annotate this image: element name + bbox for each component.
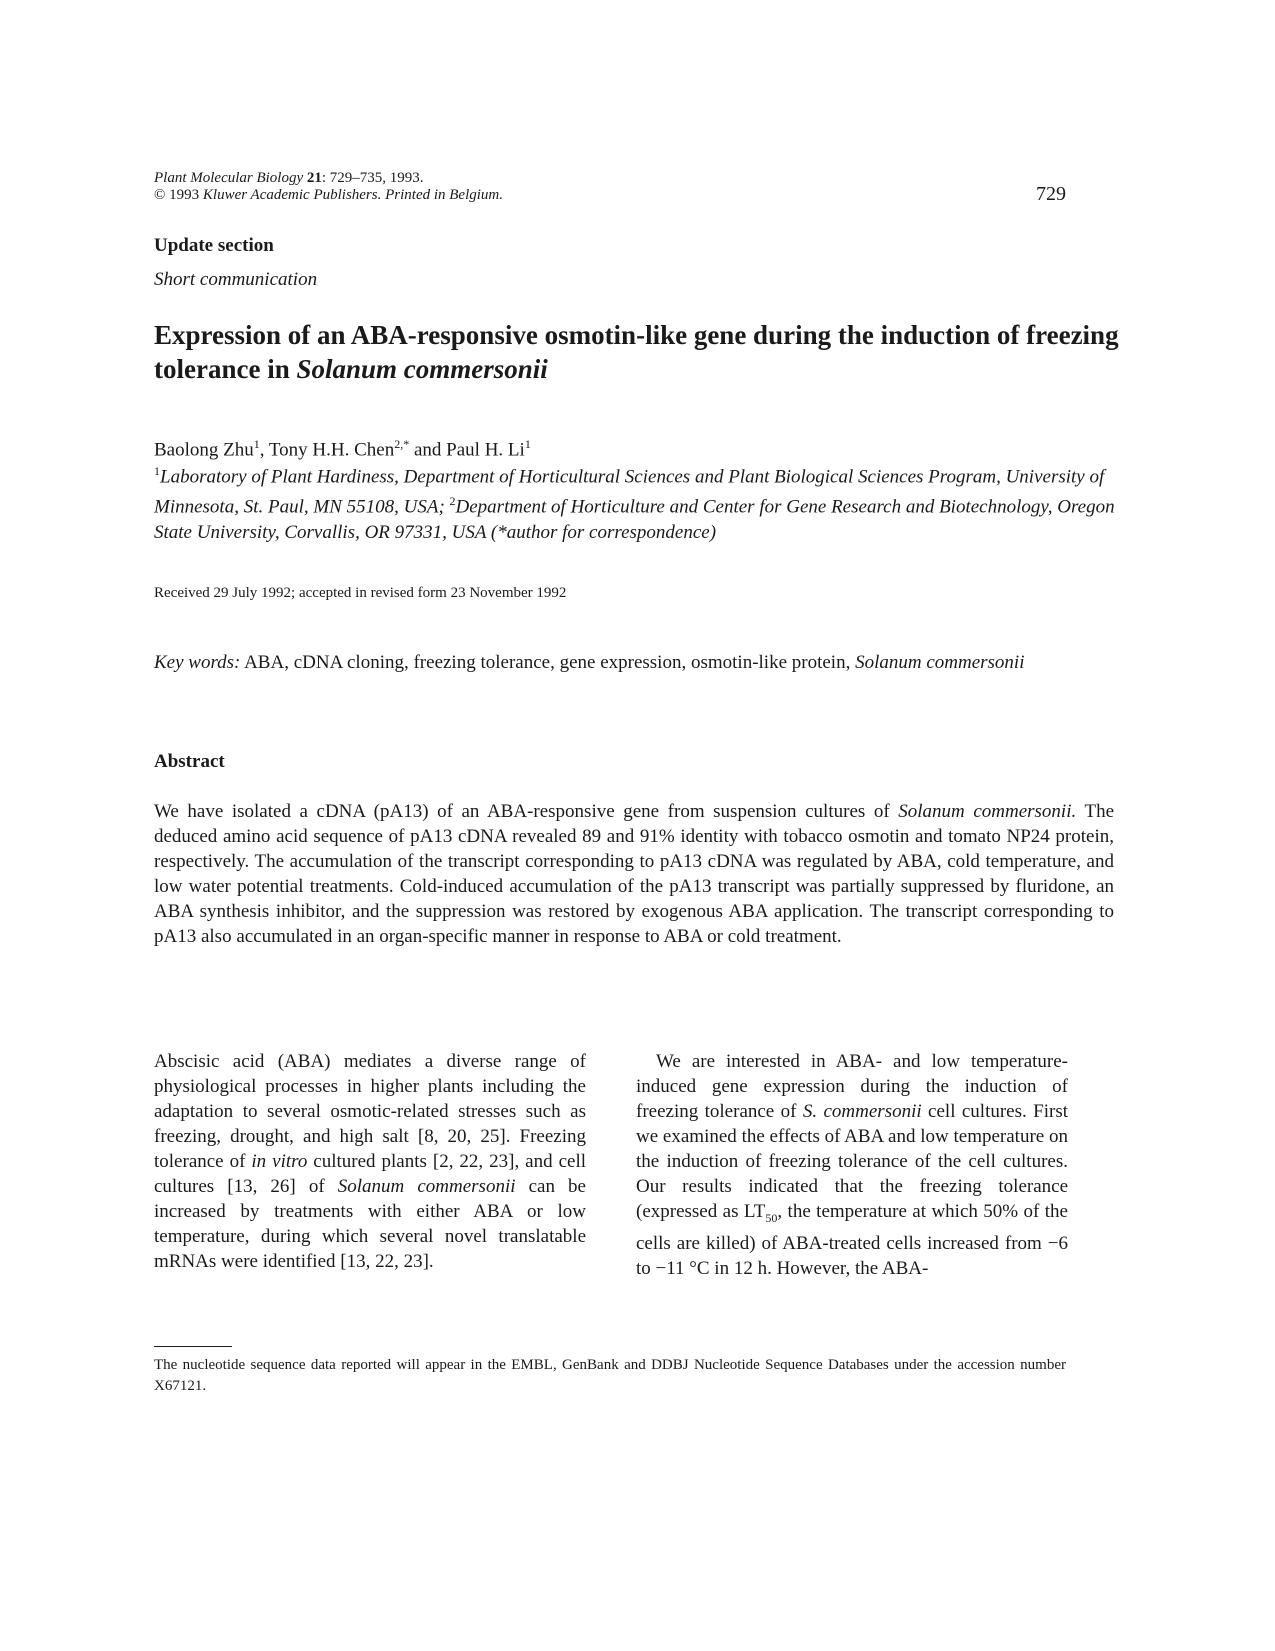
affil-2-marker: 2	[449, 494, 456, 509]
author-3: and Paul H. Li	[409, 439, 525, 461]
author-list	[154, 437, 531, 461]
author-1: Baolong Zhu	[154, 439, 254, 461]
footnote-rule	[154, 1346, 232, 1347]
journal-citation	[154, 170, 503, 204]
keywords	[154, 650, 1114, 675]
copyright-line	[154, 187, 503, 204]
keywords-species: Solanum commersonii	[855, 652, 1025, 673]
article-type: Short communication	[154, 269, 318, 290]
journal-pages: : 729–735, 1993.	[321, 170, 424, 186]
title-main: Expression of an ABA-responsive osmotin-like gene during the induction of freezing tolerance in	[154, 320, 1119, 384]
author-3-affil: 1	[524, 437, 531, 451]
author-2: , Tony H.H. Chen	[259, 439, 395, 461]
copyright-prefix: © 1993	[154, 187, 203, 203]
journal-line	[154, 170, 503, 187]
abstract-heading: Abstract	[154, 751, 225, 772]
affil-1-marker: 1	[154, 464, 160, 478]
received-dates: Received 29 July 1992; accepted in revised form 23 November 1992	[154, 585, 567, 601]
publisher: Kluwer Academic Publishers. Printed in Belgium.	[202, 187, 504, 203]
paper-title	[154, 318, 1134, 386]
keywords-label: Key words:	[154, 652, 241, 673]
corresponding-star: *	[403, 437, 410, 451]
abstract-species: Solanum commersonii.	[898, 801, 1077, 822]
affil-1: Laboratory of Plant Hardiness, Department of Horticultural Sciences and Plant Biological Sciences Program, University of Minnesota, St. Paul, MN 55108, USA;	[154, 466, 1105, 518]
footnote: The nucleotide sequence data reported will appear in the EMBL, GenBank and DDBJ Nucleotide Sequence Databases under the accession number X67121.	[154, 1357, 1066, 1394]
affil-2: Department of Horticulture and Center for Gene Research and Biotechnology, Oregon State University, Corvallis, OR 97331, USA (*author for correspondence)	[154, 496, 1115, 543]
affiliations	[154, 459, 1134, 545]
title-species: Solanum commersonii	[296, 354, 548, 384]
section-name: Update section	[154, 235, 274, 256]
journal-name: Plant Molecular Biology	[154, 170, 304, 186]
abstract-text: We have isolated a cDNA (pA13) of an ABA-responsive gene from suspension cultures of Solanum commersonii. The deduced amino acid sequence of pA13 cDNA revealed 89 and 91% identity with tobacco osmotin and tomato NP24 protein, respectively. The accumulation of the transcript corresponding to pA13 cDNA was regulated by ABA, cold temperature, and low water potential treatments. Cold-induced accumulation of the pA13 transcript was partially suppressed by fluridone, an ABA synthesis inhibitor, and the suppression was restored by exogenous ABA application. The transcript corresponding to pA13 also accumulated in an organ-specific manner in response to ABA or cold treatment.	[154, 801, 1115, 947]
body-column-right: We are interested in ABA- and low temperature-induced gene expression during the induction of freezing tolerance of S. commersonii cell cultures. First we examined the effects of ABA and low temperature on the induction of freezing tolerance of the cell cultures. Our results indicated that the freezing tolerance (expressed as $LT_{50}$, the temperature at which 50% of the cells are killed) of ABA-treated cells increased from −6 to −11 °C in 12 h. However, the ABA-	[636, 1051, 1068, 1279]
journal-volume: 21	[306, 170, 322, 186]
author-2-affil: 2,*	[394, 437, 410, 451]
author-1-affil: 1	[253, 437, 260, 451]
body-column-left: Abscisic acid (ABA) mediates a diverse range of physiological processes in higher plants including the adaptation to several osmotic-related stresses such as freezing, drought, and high salt [8, 20, 25]. Freezing tolerance of in vitro cultured plants [2, 22, 23], and cell cultures [13, 26] of Solanum commersonii can be increased by treatments with either ABA or low temperature, during which several novel translatable mRNAs were identified [13, 22, 23].	[154, 1051, 586, 1272]
page-number: 729	[1036, 183, 1066, 205]
keywords-list: ABA, cDNA cloning, freezing tolerance, gene expression, osmotin-like protein,	[240, 652, 856, 673]
